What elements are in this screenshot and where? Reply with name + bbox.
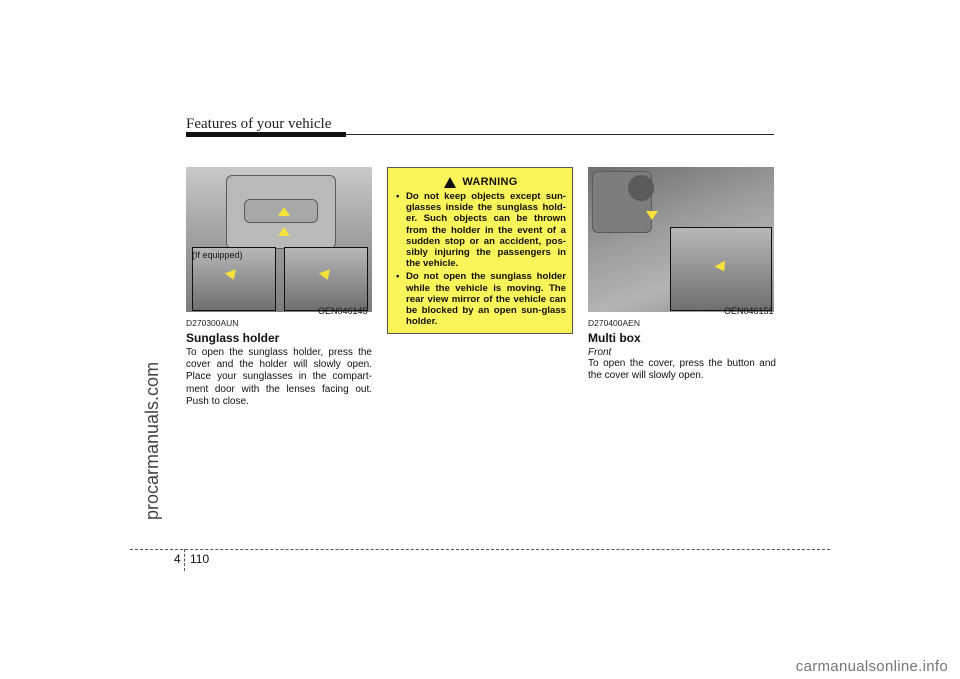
header-rule-thin bbox=[346, 134, 774, 135]
side-watermark: procarmanuals.com bbox=[142, 361, 162, 520]
page-number: 110 bbox=[190, 552, 210, 566]
sunglass-holder-section bbox=[186, 318, 372, 408]
warning-item: • Do not open the sunglass holder while the vehicle is moving. The rear view mirror of the vehicle can be blocked by an open sun-glass holder. bbox=[396, 271, 566, 327]
warning-title: WARNING bbox=[462, 176, 518, 188]
figure-code: OEN046151 bbox=[724, 306, 774, 316]
footer-divider bbox=[184, 549, 185, 571]
arrow-up-icon bbox=[278, 207, 290, 216]
bottom-watermark: carmanualsonline.info bbox=[795, 658, 948, 675]
section-body: To open the sunglass holder, press the cover and the holder will slowly open. Place your sunglasses in the compart-ment door with the lenses facing out. Push to close. bbox=[186, 347, 372, 407]
arrow-up-icon bbox=[278, 227, 290, 236]
figure-code: OEN046145 bbox=[318, 306, 368, 316]
multi-box-photo bbox=[588, 167, 774, 312]
page-header-title: Features of your vehicle bbox=[186, 116, 332, 132]
section-code: D270400AEN bbox=[588, 318, 640, 328]
warning-header bbox=[396, 176, 566, 188]
warning-item: • Do not keep objects except sun-glasses inside the sunglass hold-er. Such objects can be thrown from the holder in the event of a sudden stop or an accident, pos-sibly injuring the passengers in the vehicle. bbox=[396, 191, 566, 269]
arrow-down-icon bbox=[646, 211, 658, 220]
if-equipped-label: (If equipped) bbox=[192, 250, 243, 260]
section-title: Multi box bbox=[588, 331, 641, 345]
warning-triangle-icon bbox=[444, 177, 456, 188]
chapter-number: 4 bbox=[174, 552, 181, 566]
section-body: To open the cover, press the button and the cover will slowly open. bbox=[588, 358, 776, 382]
section-code: D270300AUN bbox=[186, 318, 239, 328]
console-knob bbox=[628, 175, 654, 201]
multi-box-section bbox=[588, 318, 776, 382]
footer-rule bbox=[130, 549, 830, 550]
sunglass-holder-photo bbox=[186, 167, 372, 312]
section-subtitle: Front bbox=[588, 347, 612, 358]
section-title: Sunglass holder bbox=[186, 331, 280, 345]
header-rule-thick bbox=[186, 132, 346, 137]
warning-list bbox=[396, 191, 566, 327]
warning-box bbox=[387, 167, 573, 334]
